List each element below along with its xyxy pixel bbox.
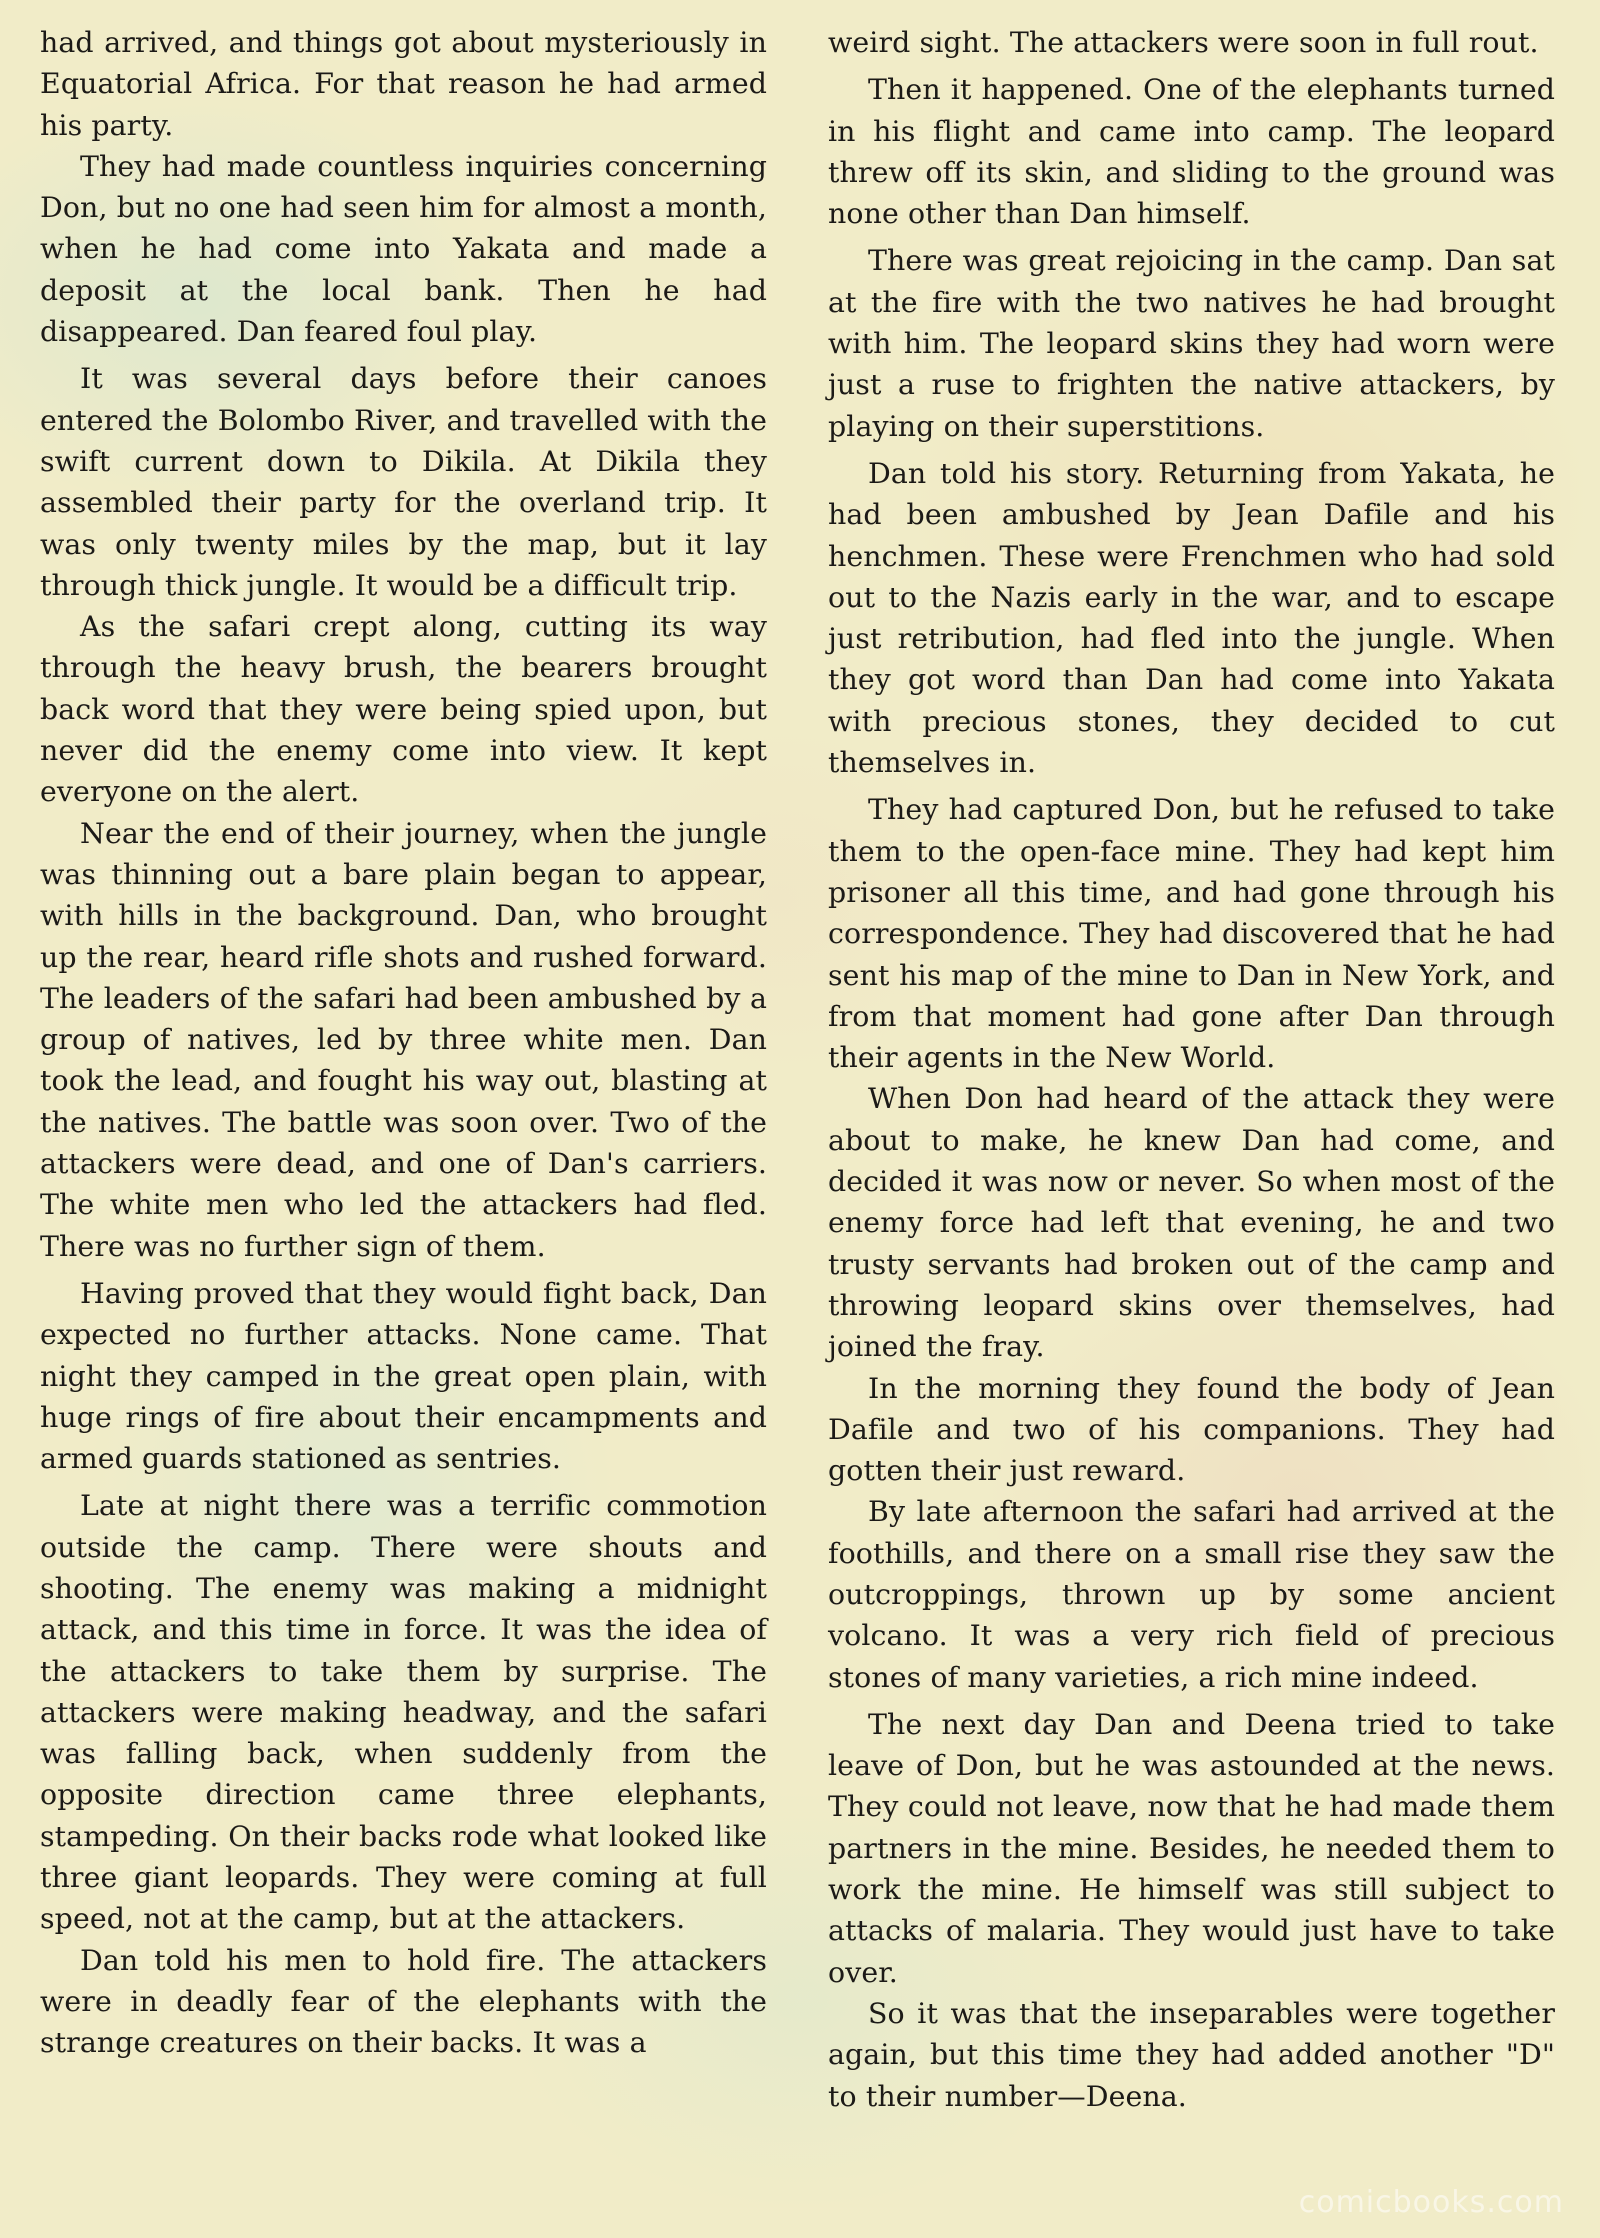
paragraph: had arrived, and things got about mysteriously in Equatorial Africa. For that reason he had armed his party. [40,26,767,142]
paragraph: Dan told his story. Returning from Yakata, he had been ambushed by Jean Dafile and his henchmen. These were Frenchmen who had sold out to the Nazis early in the war, and to escape just retribution, had fled into the jungle. When they got word than Dan had come into Yakata with precious stones, they decided to cut themselves in. [828,456,1555,780]
paragraph: Then it happened. One of the elephants turned in his flight and came into camp. The leopard threw off its skin, and sliding to the ground was none other than Dan himself. [828,73,1555,231]
paragraph: There was great rejoicing in the camp. Dan sat at the fire with the two natives he had brought with him. The leopard skins they had worn were just a ruse to frighten the native attackers, by playing on their superstitions. [828,244,1555,443]
paragraph: They had captured Don, but he refused to take them to the open-face mine. They had kept him prisoner all this time, and had gone through his correspondence. They had discovered that he had sent his map of the mine to Dan in New York, and from that moment had gone after Dan through their agents in the New World. [828,793,1555,1075]
left-column [40,22,767,2064]
watermark: comicbooks.com [1298,2185,1564,2220]
paragraph: It was several days before their canoes entered the Bolombo River, and travelled with the swift current down to Dikila. At Dikila they assembled their party for the overland trip. It was only twenty miles by the map, but it lay through thick jungle. It would be a difficult trip. [40,362,767,602]
paragraph: The next day Dan and Deena tried to take leave of Don, but he was astounded at the news. They could not leave, now that he had made them partners in the mine. Besides, he needed them to work the mine. He himself was still subject to attacks of malaria. They would just have to take over. [828,1707,1555,1989]
paragraph: Late at night there was a terrific commotion outside the camp. There were shouts and shooting. The enemy was making a midnight attack, and this time in force. It was the idea of the attackers to take them by surprise. The attackers were making headway, and the safari was falling back, when suddenly from the opposite direction came three elephants, stampeding. On their backs rode what looked like three giant leopards. They were coming at full speed, not at the camp, but at the attackers. [40,1489,767,1936]
paragraph: By late afternoon the safari had arrived at the foothills, and there on a small rise they saw the outcroppings, thrown up by some ancient volcano. It was a very rich field of precious stones of many varieties, a rich mine indeed. [828,1495,1555,1694]
paragraph: Near the end of their journey, when the jungle was thinning out a bare plain began to appear, with hills in the background. Dan, who brought up the rear, heard rifle shots and rushed forward. The leaders of the safari had been ambushed by a group of natives, led by three white men. Dan took the lead, and fought his way out, blasting at the natives. The battle was soon over. Two of the attackers were dead, and one of Dan's carriers. The white men who led the attackers had fled. There was no further sign of them. [40,816,767,1263]
paragraph: They had made countless inquiries concerning Don, but no one had seen him for almost a month, when he had come into Yakata and made a deposit at the local bank. Then he had disappeared. Dan feared foul play. [40,149,767,349]
paragraph: So it was that the inseparables were together again, but this time they had added another "D" to their number—Deena. [828,1996,1555,2113]
paragraph: As the safari crept along, cutting its way through the heavy brush, the bearers brought back word that they were being spied upon, but never did the enemy come into view. It kept everyone on the alert. [40,610,767,809]
right-column [828,22,1555,2117]
paragraph: In the morning they found the body of Jean Dafile and two of his companions. They had gotten their just reward. [828,1371,1555,1488]
paragraph: Dan told his men to hold fire. The attackers were in deadly fear of the elephants with the strange creatures on their backs. It was a [40,1943,767,2060]
paragraph: Having proved that they would fight back, Dan expected no further attacks. None came. That night they camped in the great open plain, with huge rings of fire about their encampments and armed guards stationed as sentries. [40,1276,767,1476]
paragraph: When Don had heard of the attack they were about to make, he knew Dan had come, and decided it was now or never. So when most of the enemy force had left that evening, he and two trusty servants had broken out of the camp and throwing leopard skins over themselves, had joined the fray. [828,1082,1555,1364]
paragraph: weird sight. The attackers were soon in full rout. [828,26,1539,59]
